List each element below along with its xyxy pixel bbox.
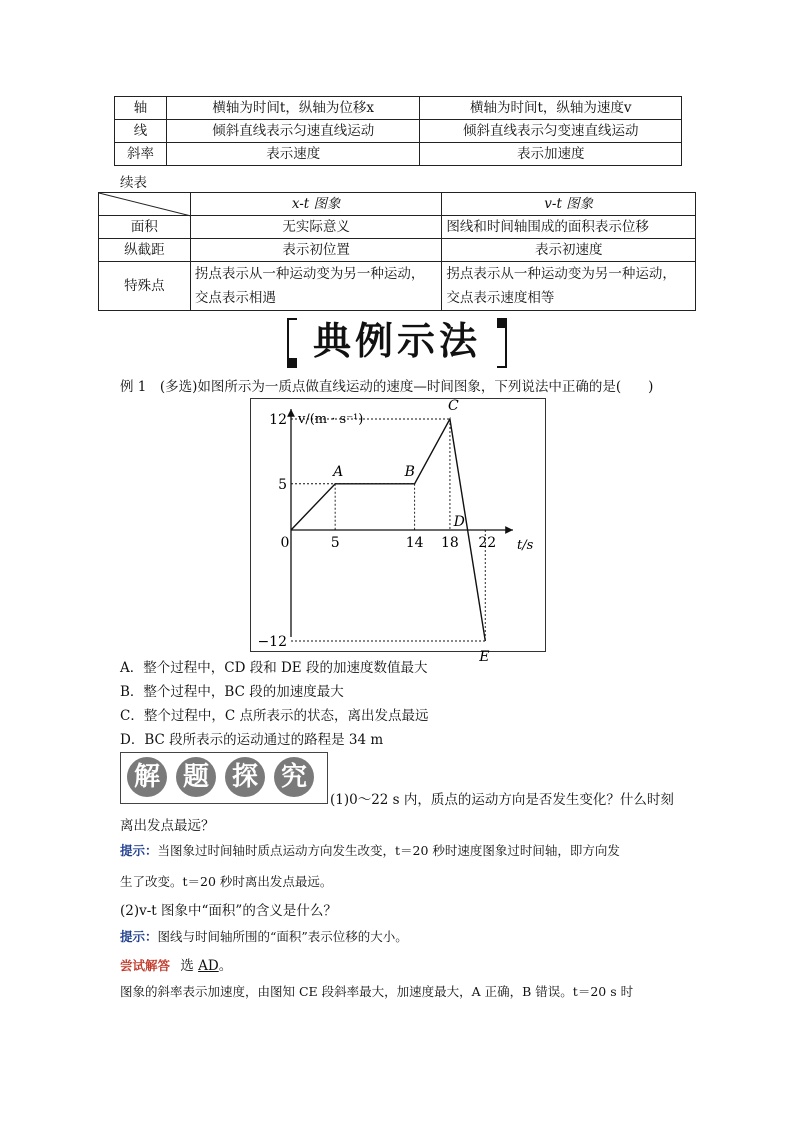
option-d: D．BC 段所表示的运动通过的路程是 34 m: [120, 732, 384, 748]
badge-char: 究: [274, 757, 314, 797]
xt-cell: [190, 262, 442, 311]
answer-label: 尝试解答: [120, 958, 171, 973]
vt-header: v-t 图象: [442, 193, 696, 216]
badge-char: 解: [127, 757, 167, 797]
question-1: (1)0～22 s 内，质点的运动方向是否发生变化？什么时刻: [330, 792, 674, 808]
table-row: [115, 143, 682, 166]
answer-post: 。: [218, 958, 233, 974]
point-label-d: D: [453, 514, 465, 530]
diagonal-header-cell: [99, 193, 191, 216]
tick-labels: [257, 412, 496, 650]
hint-text: 当图象过时间轴时质点运动方向发生改变，t＝20 秒时速度图象过时间轴，即方向发: [157, 843, 620, 858]
comparison-table-2: [98, 192, 696, 311]
x-axis-label: t/s: [517, 538, 534, 553]
x-tick-label: 14: [405, 535, 424, 551]
row-label: 斜率: [115, 143, 167, 166]
vt-cell: 表示加速度: [420, 143, 682, 166]
row-label: 轴: [115, 97, 167, 120]
xt-line2: 交点表示相遇: [194, 290, 276, 306]
row-label: 线: [115, 120, 167, 143]
y-tick-label: −12: [257, 634, 287, 650]
badge-char: 探: [225, 757, 265, 797]
table-row: [99, 216, 696, 239]
x-tick-label: 5: [330, 535, 340, 551]
hint-label: 提示：: [120, 843, 158, 858]
hint-2: [120, 927, 408, 945]
vt-cell: 图线和时间轴围成的面积表示位移: [442, 216, 696, 239]
x-tick-label: 18: [441, 535, 459, 551]
xt-cell: 横轴为时间t，纵轴为位移x: [166, 97, 420, 120]
xt-cell: 无实际意义: [190, 216, 442, 239]
point-label-e: E: [479, 649, 490, 665]
x-tick-label: 0: [280, 535, 290, 551]
point-label-c: C: [447, 398, 459, 414]
xt-cell: 表示速度: [166, 143, 420, 166]
hint-label: 提示：: [120, 929, 158, 944]
vt-cell: [442, 262, 696, 311]
vt-line2: 交点表示速度相等: [446, 290, 555, 306]
vt-cell: 表示初速度: [442, 239, 696, 262]
question-2: (2)v-t 图象中“面积”的含义是什么？: [120, 903, 337, 919]
vt-cell: 横轴为时间t，纵轴为速度v: [420, 97, 682, 120]
continued-label: 续表: [120, 175, 147, 191]
velocity-time-graph: [250, 398, 546, 665]
table-row: [99, 262, 696, 311]
example-question: 例 1 (多选)如图所示为一质点做直线运动的速度—时间图象，下列说法中正确的是( ): [120, 379, 654, 395]
point-labels: [331, 398, 489, 665]
point-label-b: B: [404, 463, 415, 480]
hint-1-line1: [120, 841, 620, 859]
row-label: 特殊点: [99, 262, 191, 311]
xt-cell: 倾斜直线表示匀速直线运动: [166, 120, 420, 143]
table-header-row: [99, 193, 696, 216]
comparison-table-1: [114, 96, 682, 166]
vt-line1: 拐点表示从一种运动变为另一种运动，: [446, 266, 676, 282]
y-tick-label: 12: [269, 412, 287, 428]
analysis-text: 图象的斜率表示加速度，由图知 CE 段斜率最大，加速度最大，A 正确，B 错误。t＝20 s 时: [120, 984, 634, 999]
banner-title: 典例示法: [312, 319, 481, 363]
chart-svg: [251, 398, 545, 665]
question-1-cont: 离出发点最远？: [120, 818, 215, 834]
x-tick-label: 22: [478, 535, 497, 551]
section-banner: [285, 316, 509, 366]
answer-pre: 选: [180, 958, 194, 974]
row-label: 面积: [99, 216, 191, 239]
diagonal-line: [99, 193, 191, 216]
point-label-a: A: [333, 463, 344, 480]
badge-char: 题: [176, 757, 216, 797]
hint-text: 图线与时间轴所围的“面积”表示位移的大小。: [157, 929, 408, 944]
option-a: A．整个过程中，CD 段和 DE 段的加速度数值最大: [120, 660, 428, 676]
y-axis-label: v/(m · s⁻¹): [298, 412, 364, 427]
row-label: 纵截距: [99, 239, 191, 262]
answer-line: [120, 954, 232, 974]
xt-header: x-t 图象: [190, 193, 442, 216]
xt-line1: 拐点表示从一种运动变为另一种运动，: [194, 266, 425, 282]
option-c: C．整个过程中，C 点所表示的状态，离出发点最远: [120, 708, 429, 724]
jieti-tanjiu-badge: [120, 752, 328, 804]
table-row: [115, 97, 682, 120]
y-tick-label: 5: [278, 476, 287, 493]
hint-1-line2: 生了改变。t＝20 秒时离出发点最远。: [120, 874, 333, 889]
table-row: [115, 120, 682, 143]
xt-cell: 表示初位置: [190, 239, 442, 262]
vt-cell: 倾斜直线表示匀变速直线运动: [420, 120, 682, 143]
answer-value: AD: [198, 958, 219, 974]
option-b: B．整个过程中，BC 段的加速度最大: [120, 684, 344, 700]
table-row: [99, 239, 696, 262]
